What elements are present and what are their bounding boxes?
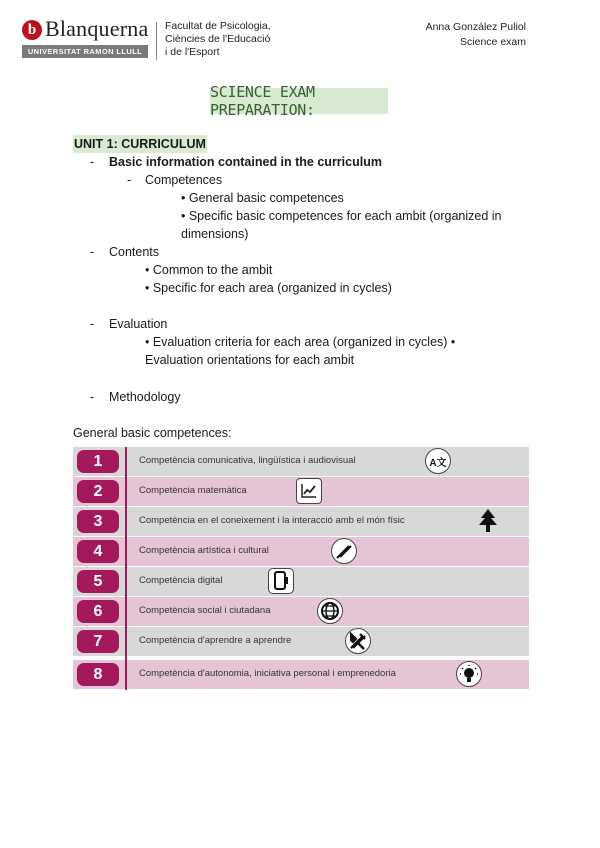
author-name: Anna González Puliol [425, 21, 526, 33]
brush-icon [331, 538, 357, 564]
competence-row [73, 447, 529, 476]
evaluation-subitem-cont: Evaluation orientations for each ambit [145, 353, 355, 367]
competence-label: Competència digital [139, 575, 223, 586]
faculty-name [165, 20, 271, 59]
competence-subitem: • Specific basic competences for each ambit (organized in [181, 209, 502, 223]
competence-row [73, 567, 529, 596]
page-title: SCIENCE EXAM PREPARATION: [210, 88, 388, 114]
logo-name: Blanquerna [45, 16, 149, 41]
competence-row [73, 660, 529, 689]
phone-icon [268, 568, 294, 594]
competence-number: 8 [77, 663, 119, 686]
competence-label: Competència social i ciutadana [139, 605, 271, 616]
author-block [426, 20, 526, 50]
faculty-line: i de l'Esport [165, 46, 220, 58]
unit-heading: UNIT 1: CURRICULUM [74, 137, 206, 151]
bullet-dash: - [90, 317, 95, 331]
lightbulb-icon [456, 661, 482, 687]
logo-mark: b [22, 20, 42, 40]
competence-label: Competència artística i cultural [139, 545, 269, 556]
competence-number: 6 [77, 600, 119, 623]
competence-label: Competència matemàtica [139, 485, 247, 496]
globe-icon [317, 598, 343, 624]
competence-number: 5 [77, 570, 119, 593]
competence-label: Competència d'autonomia, iniciativa personal i emprenedoria [139, 668, 396, 679]
competence-label: Competència en el coneixement i la interacció amb el món físic [139, 515, 405, 526]
competence-row [73, 537, 529, 566]
contents-item: Contents [109, 245, 160, 259]
competence-number: 2 [77, 480, 119, 503]
evaluation-subitem: • Evaluation criteria for each area (organized in cycles) • [145, 335, 456, 349]
faculty-line: Facultat de Psicologia, [165, 20, 271, 32]
header-divider [156, 22, 157, 60]
chart-icon [296, 478, 322, 504]
competence-number: 4 [77, 540, 119, 563]
competence-number: 3 [77, 510, 119, 533]
bullet-dash: - [90, 390, 95, 404]
faculty-line: Ciències de l'Educació [165, 33, 271, 45]
competence-label: Competència comunicativa, lingüística i audiovisual [139, 455, 356, 466]
competence-number: 7 [77, 630, 119, 653]
competence-row [73, 507, 529, 536]
basic-info-item: Basic information contained in the curriculum [109, 155, 382, 169]
translate-icon: A文 [425, 448, 451, 474]
competences-item: Competences [145, 173, 223, 187]
competence-subitem: • General basic competences [181, 191, 344, 205]
bullet-dash: - [127, 173, 132, 187]
table-divider [125, 447, 127, 690]
subject-name: Science exam [460, 36, 526, 48]
contents-subitem: • Specific for each area (organized in cycles) [145, 281, 392, 295]
competence-row [73, 597, 529, 626]
tools-icon [345, 628, 371, 654]
competence-row [73, 627, 529, 656]
competence-subitem-cont: dimensions) [181, 227, 249, 241]
competence-label: Competència d'aprendre a aprendre [139, 635, 292, 646]
evaluation-item: Evaluation [109, 317, 168, 331]
logo-subtitle: UNIVERSITAT RAMON LLULL [22, 45, 148, 58]
methodology-item: Methodology [109, 390, 181, 404]
competence-row [73, 477, 529, 506]
tree-icon [475, 508, 501, 534]
bullet-dash: - [90, 155, 95, 169]
table-caption: General basic competences: [73, 426, 232, 440]
contents-subitem: • Common to the ambit [145, 263, 273, 277]
bullet-dash: - [90, 245, 95, 259]
competence-number: 1 [77, 450, 119, 473]
